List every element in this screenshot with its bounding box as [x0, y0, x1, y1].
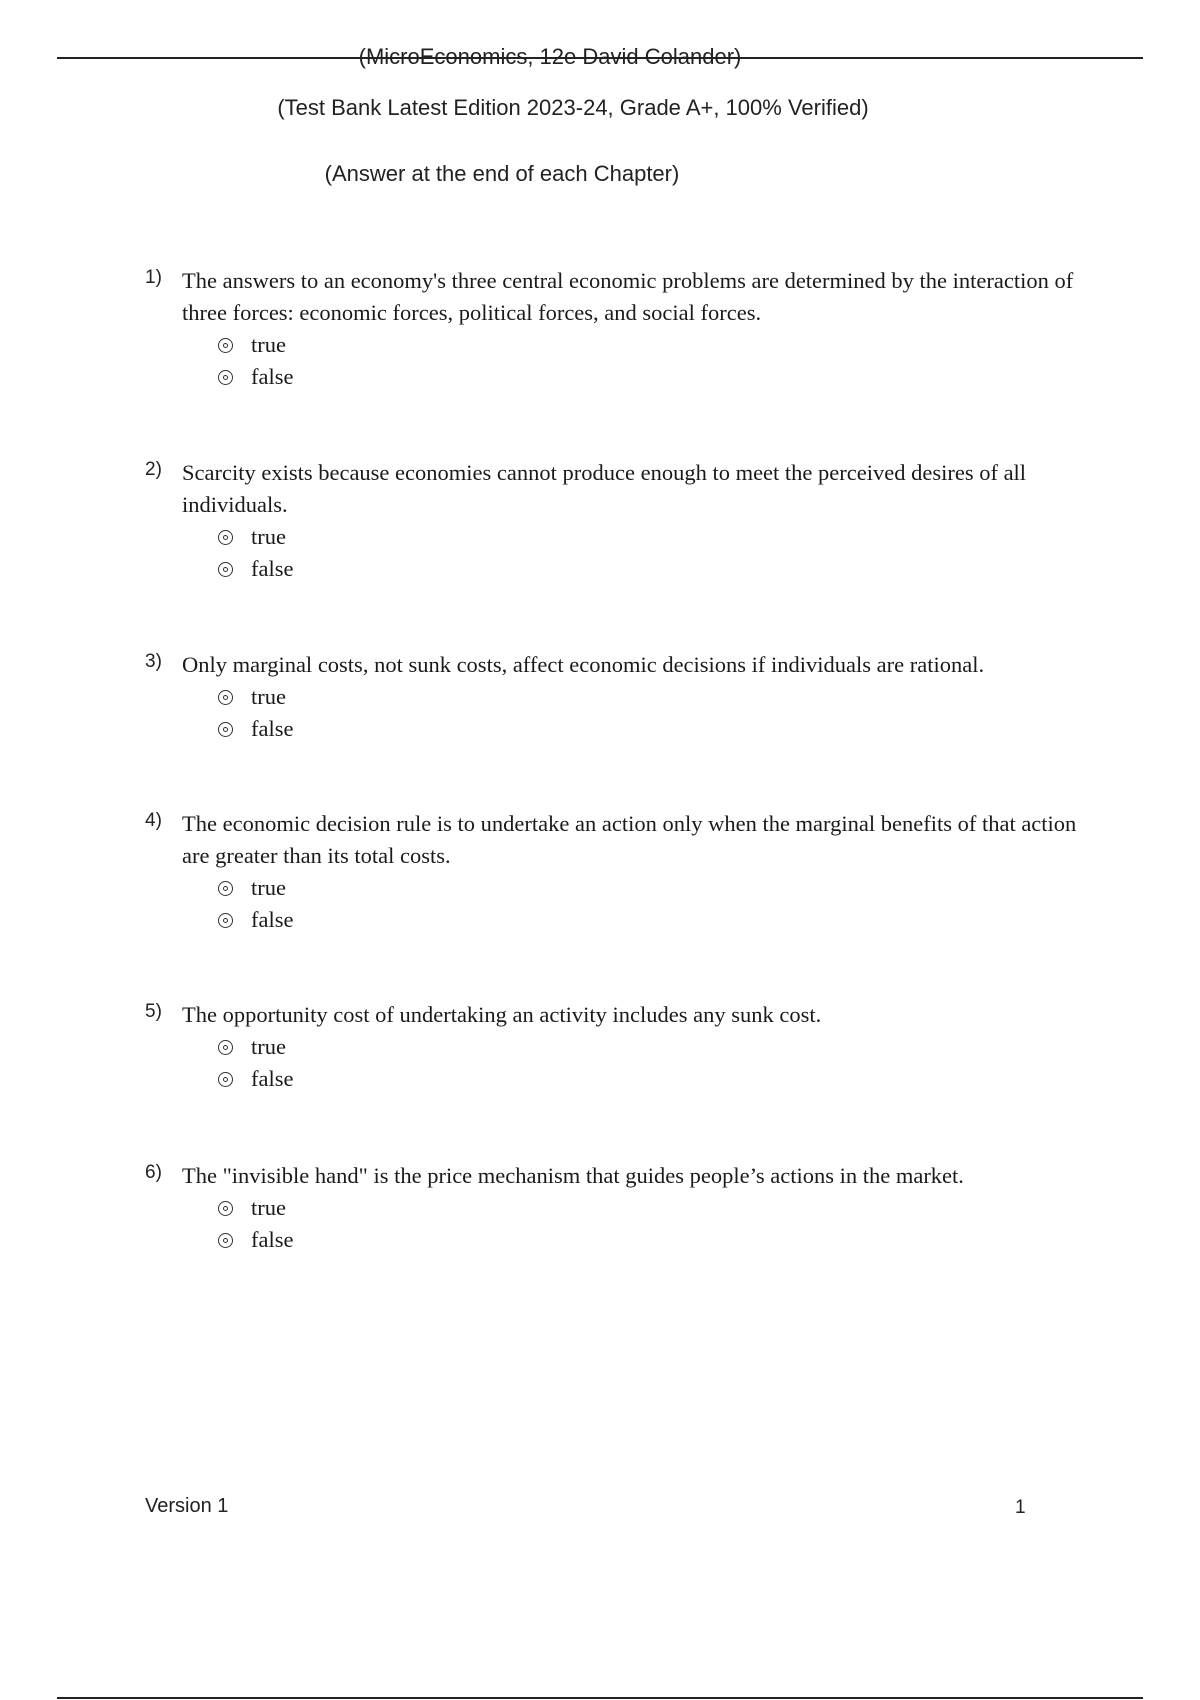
option-true[interactable] [218, 872, 518, 904]
answer-options [218, 1192, 518, 1256]
question-text: The answers to an economy's three central economic problems are determined by the interaction of three forces: economic forces, political forces, and social forces. [182, 268, 1074, 325]
radio-button-icon[interactable] [218, 338, 233, 353]
option-label: true [251, 1195, 286, 1220]
radio-button-icon[interactable] [218, 562, 233, 577]
question-text: The "invisible hand" is the price mechanism that guides people’s actions in the market. [182, 1163, 964, 1188]
option-label: false [251, 556, 294, 581]
question-text: The economic decision rule is to undertake an action only when the marginal benefits of that action are greater than its total costs. [182, 811, 1077, 868]
answer-note: (Answer at the end of each Chapter) [324, 161, 680, 186]
footer-version: Version 1 [145, 1495, 229, 1517]
option-true[interactable] [218, 1192, 518, 1224]
option-label: true [251, 1034, 286, 1059]
question-text: Scarcity exists because economies cannot produce enough to meet the perceived desires of all individuals. [182, 460, 1027, 517]
document-title: (MicroEconomics, 12e David Colander) [358, 44, 742, 69]
option-label: true [251, 875, 286, 900]
radio-button-icon[interactable] [218, 913, 233, 928]
page-number: 1 [1015, 1497, 1026, 1518]
radio-button-icon[interactable] [218, 1233, 233, 1248]
option-label: true [251, 332, 286, 357]
question-number: 3) [145, 651, 162, 672]
option-false[interactable] [218, 713, 518, 745]
option-label: false [251, 1227, 294, 1252]
option-label: false [251, 1066, 294, 1091]
radio-button-icon[interactable] [218, 1201, 233, 1216]
question-number: 1) [145, 267, 162, 288]
answer-options [218, 521, 518, 585]
question-number: 2) [145, 459, 162, 480]
option-false[interactable] [218, 904, 518, 936]
answer-options [218, 1031, 518, 1095]
radio-button-icon[interactable] [218, 881, 233, 896]
option-false[interactable] [218, 1063, 518, 1095]
radio-button-icon[interactable] [218, 1072, 233, 1087]
radio-button-icon[interactable] [218, 530, 233, 545]
option-false[interactable] [218, 361, 518, 393]
document-subtitle: (Test Bank Latest Edition 2023-24, Grade A+, 100% Verified) [277, 95, 869, 120]
option-label: false [251, 364, 294, 389]
question-text: The opportunity cost of undertaking an activity includes any sunk cost. [182, 1002, 822, 1027]
answer-options [218, 872, 518, 936]
answer-options [218, 681, 518, 745]
answer-options [218, 329, 518, 393]
option-false[interactable] [218, 553, 518, 585]
radio-button-icon[interactable] [218, 722, 233, 737]
option-label: false [251, 907, 294, 932]
radio-button-icon[interactable] [218, 370, 233, 385]
radio-button-icon[interactable] [218, 1040, 233, 1055]
option-true[interactable] [218, 1031, 518, 1063]
option-true[interactable] [218, 521, 518, 553]
option-true[interactable] [218, 681, 518, 713]
option-label: true [251, 524, 286, 549]
option-label: true [251, 684, 286, 709]
option-false[interactable] [218, 1224, 518, 1256]
question-text: Only marginal costs, not sunk costs, affect economic decisions if individuals are rational. [182, 652, 985, 677]
option-label: false [251, 716, 294, 741]
question-number: 5) [145, 1001, 162, 1022]
question-number: 6) [145, 1162, 162, 1183]
radio-button-icon[interactable] [218, 690, 233, 705]
question-number: 4) [145, 810, 162, 831]
footer-rule [57, 1697, 1143, 1699]
option-true[interactable] [218, 329, 518, 361]
